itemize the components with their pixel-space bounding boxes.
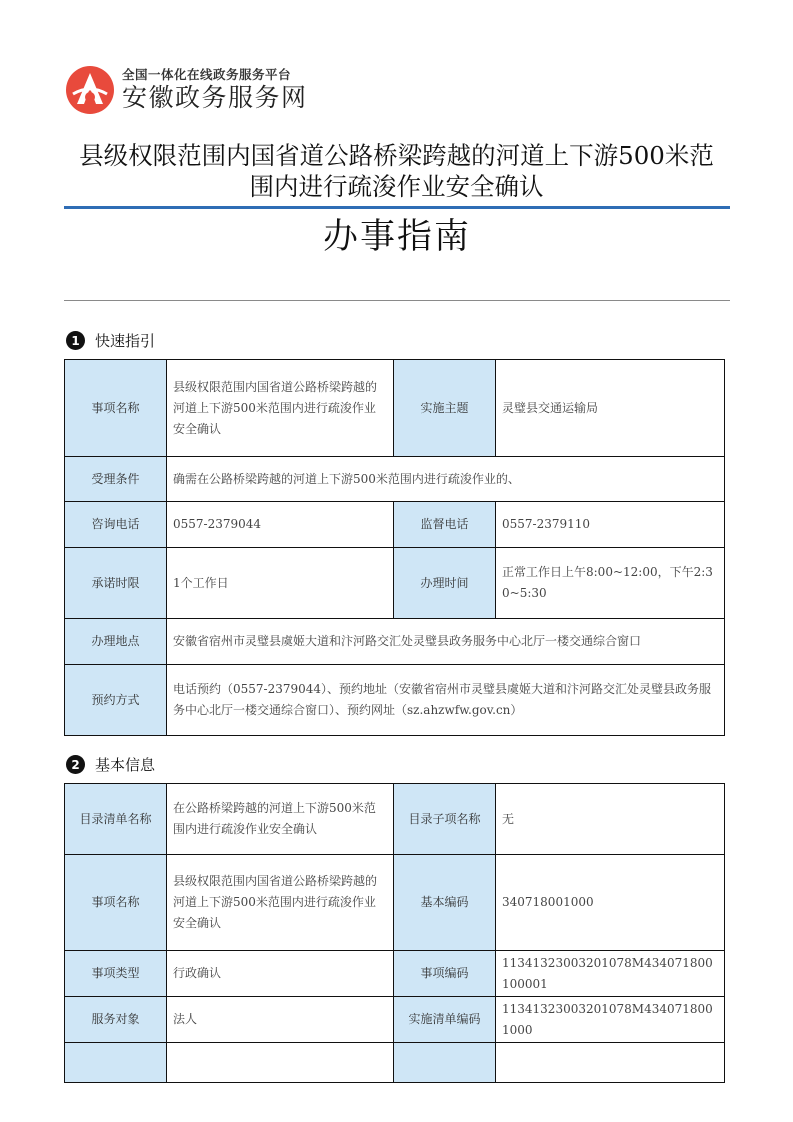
- table-row: [65, 997, 725, 1043]
- title-divider: [64, 206, 730, 209]
- section-number-badge: 2: [66, 755, 85, 774]
- section-title: 基本信息: [95, 756, 156, 774]
- office-hours-value: 正常工作日上午8:00~12:00，下午2:30~5:30: [496, 548, 725, 619]
- section-number-badge: 1: [66, 331, 85, 350]
- office-place-value: 安徽省宿州市灵璧县虞姬大道和汴河路交汇处灵璧县政务服务中心北厅一楼交通综合窗口: [167, 619, 725, 665]
- table-row: [65, 548, 725, 619]
- document-title-line1: 县级权限范围内国省道公路桥梁跨越的河道上下游500米范: [79, 141, 714, 170]
- platform-subtitle: 全国一体化在线政务服务平台: [122, 67, 292, 82]
- table-row: [65, 360, 725, 457]
- empty-label-cell: [65, 1043, 167, 1083]
- time-limit-value: 1个工作日: [167, 548, 394, 619]
- table-row: [65, 855, 725, 951]
- platform-logo: [64, 62, 308, 118]
- booking-label: 预约方式: [65, 665, 167, 736]
- document-title-line2: 围内进行疏浚作业安全确认: [249, 172, 544, 201]
- catalog-name-label: 目录清单名称: [65, 784, 167, 855]
- booking-value: 电话预约（0557-2379044）、预约地址（安徽省宿州市灵璧县虞姬大道和汴河路交汇处灵璧县政务服务中心北厅一楼交通综合窗口）、预约网址（sz.ahzwfw.gov.cn）: [167, 665, 725, 736]
- condition-label: 受理条件: [65, 457, 167, 502]
- document-title: [60, 140, 733, 202]
- item-name-value: 县级权限范围内国省道公路桥梁跨越的河道上下游500米范围内进行疏浚作业安全确认: [167, 855, 394, 951]
- empty-value-cell: [496, 1043, 725, 1083]
- service-target-value: 法人: [167, 997, 394, 1043]
- guide-heading: 办事指南: [322, 217, 471, 257]
- section-quick-guide-heading: [66, 330, 155, 351]
- office-hours-label: 办理时间: [394, 548, 496, 619]
- subitem-name-value: 无: [496, 784, 725, 855]
- platform-name: 安徽政务服务网: [122, 83, 308, 112]
- table-row: [65, 502, 725, 548]
- catalog-name-value: 在公路桥梁跨越的河道上下游500米范围内进行疏浚作业安全确认: [167, 784, 394, 855]
- supervise-phone-value: 0557-2379110: [496, 502, 725, 548]
- subject-value: 灵璧县交通运输局: [496, 360, 725, 457]
- phone-label: 咨询电话: [65, 502, 167, 548]
- item-name-value: 县级权限范围内国省道公路桥梁跨越的河道上下游500米范围内进行疏浚作业安全确认: [167, 360, 394, 457]
- empty-value-cell: [167, 1043, 394, 1083]
- office-place-label: 办理地点: [65, 619, 167, 665]
- item-type-label: 事项类型: [65, 951, 167, 997]
- list-code-label: 实施清单编码: [394, 997, 496, 1043]
- item-code-label: 事项编码: [394, 951, 496, 997]
- table-row: [65, 784, 725, 855]
- phone-value: 0557-2379044: [167, 502, 394, 548]
- subitem-name-label: 目录子项名称: [394, 784, 496, 855]
- platform-logo-icon: [64, 64, 116, 116]
- list-code-value: 11341323003201078M4340718001000: [496, 997, 725, 1043]
- header-divider: [64, 300, 730, 301]
- table-row: [65, 951, 725, 997]
- section-basic-info-heading: [66, 754, 155, 775]
- condition-value: 确需在公路桥梁跨越的河道上下游500米范围内进行疏浚作业的、: [167, 457, 725, 502]
- item-type-value: 行政确认: [167, 951, 394, 997]
- supervise-phone-label: 监督电话: [394, 502, 496, 548]
- base-code-value: 340718001000: [496, 855, 725, 951]
- table-row: [65, 665, 725, 736]
- section-title: 快速指引: [95, 332, 156, 350]
- base-code-label: 基本编码: [394, 855, 496, 951]
- basic-info-table: [64, 783, 725, 1083]
- empty-label-cell: [394, 1043, 496, 1083]
- service-target-label: 服务对象: [65, 997, 167, 1043]
- item-name-label: 事项名称: [65, 855, 167, 951]
- item-name-label: 事项名称: [65, 360, 167, 457]
- table-row: [65, 619, 725, 665]
- quick-guide-table: [64, 359, 725, 736]
- subject-label: 实施主题: [394, 360, 496, 457]
- item-code-value: 11341323003201078M434071800100001: [496, 951, 725, 997]
- table-row: [65, 457, 725, 502]
- time-limit-label: 承诺时限: [65, 548, 167, 619]
- table-row: [65, 1043, 725, 1083]
